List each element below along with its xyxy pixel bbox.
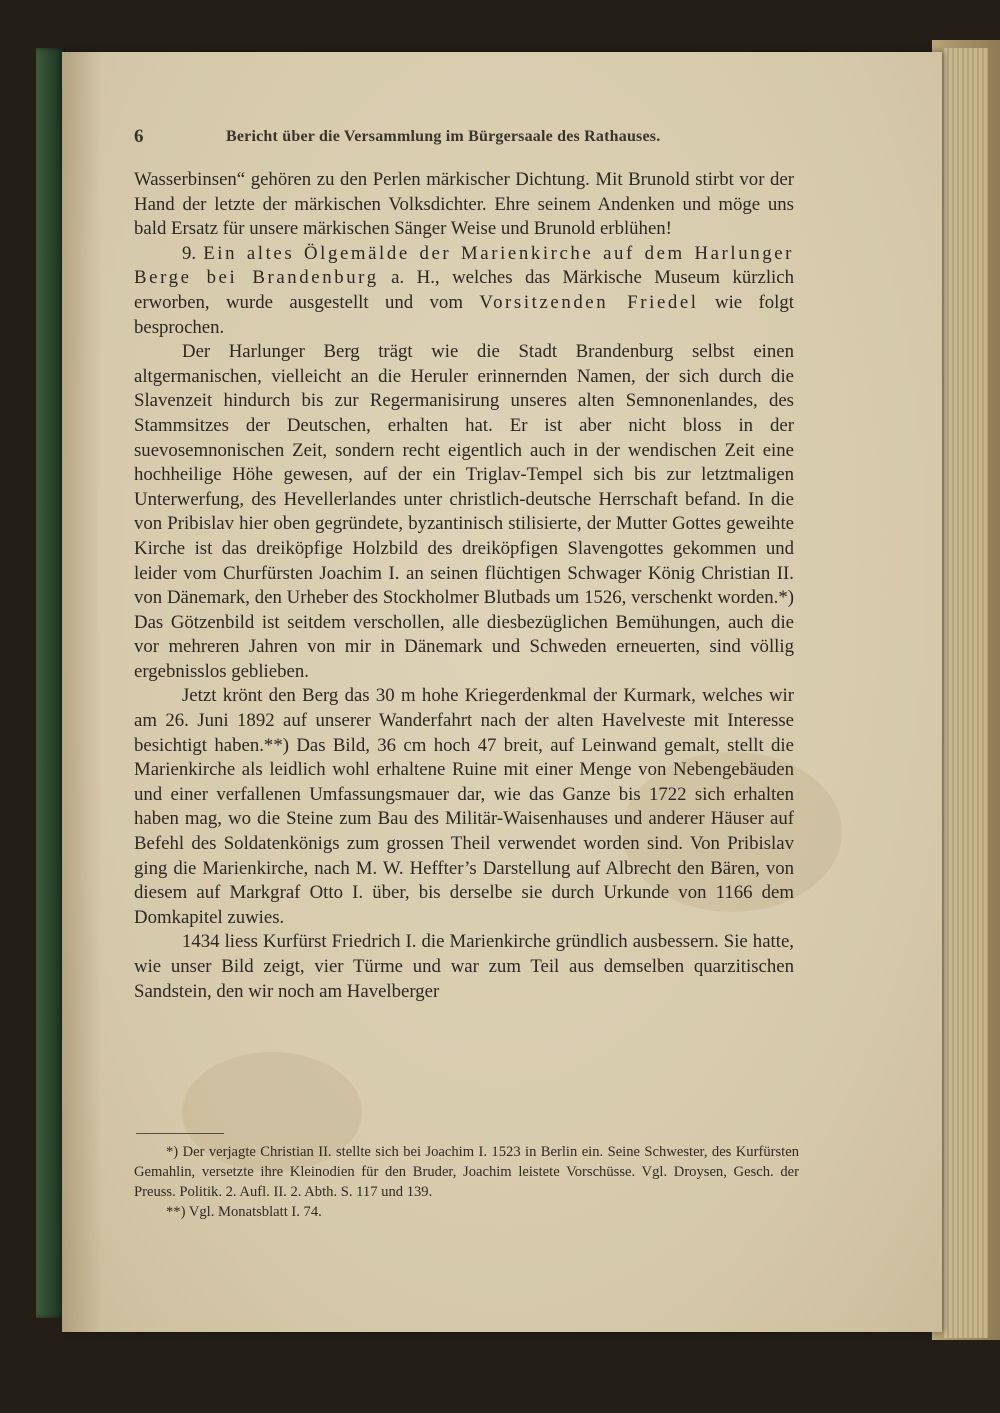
page-edges-right (944, 48, 988, 1338)
item-text-end: wie folgt besprochen. (134, 291, 794, 338)
footnote-rule (136, 1133, 224, 1134)
footnotes (134, 1142, 799, 1222)
paragraph: Der Harlunger Berg trägt wie die Stadt Brandenburg selbst einen altgermanischen, vielleicht an die Heruler erinnernden Namen, der sich durch die Slavenzeit hindurch bis zur Regermanisirung unseres alten Semnonenlandes, des Stammsitzes der Deutschen, erhalten hat. Er ist aber nicht bloss in der suevosemnonischen Zeit, sondern recht eigentlich auch in der wendischen Zeit eine hochheilige Höhe gewesen, auf der ein Triglav-Tempel sich bis zur letztmaligen Unterwerfung, des Hevellerlandes unter christlich-deutsche Herrschaft befand. In die von Pribislav hier oben gegründete, byzantinisch stilisierte, der Mutter Gottes geweihte Kirche ist das dreiköpfige Holzbild des dreiköpfigen Slavengottes gekommen und leider vom Churfürsten Joachim I. an seinen flüchtigen Schwager König Christian II. von Dänemark, den Urheber des Stockholmer Blutbads um 1526, verschenkt worden.*) Das Götzenbild ist seitdem verschollen, alle diesbezüglichen Bemühungen, auch die vor mehreren Jahren von mir in Dänemark und Schweden erneuerten, sind völlig ergebnisslos geblieben. (134, 341, 794, 682)
item-text: a. H., welches das Märkische Museum kürzlich erworben, wurde ausgestellt und vom (134, 267, 794, 313)
page-gutter-shadow (62, 52, 102, 1332)
paragraph-item-9 (134, 242, 794, 340)
main-text (134, 168, 794, 1004)
chairman-name: Vorsitzenden Friedel (479, 291, 699, 313)
footnote: **) Vgl. Monatsblatt I. 74. (166, 1204, 322, 1220)
page-number: 6 (134, 126, 144, 147)
paragraph: 1434 liess Kurfürst Friedrich I. die Marienkirche gründlich ausbessern. Sie hatte, wie unser Bild zeigt, vier Türme und war zum Teil aus demselben quarzitischen Sandstein, den wir noch am Havelberger (134, 931, 794, 1002)
item-number: 9. (182, 242, 197, 264)
paragraph: Wasserbinsen“ gehören zu den Perlen märkischer Dichtung. Mit Brunold stirbt vor der Hand der letzte der märkischen Volksdichter. Ehre seinem Andenken und möge uns bald Ersatz für unsere märkischen Sänger Weise und Brunold erblühen! (134, 169, 794, 240)
paragraph: Jetzt krönt den Berg das 30 m hohe Kriegerdenkmal der Kurmark, welches wir am 26. Juni 1892 auf unserer Wanderfahrt nach der alten Havelveste mit Interesse besichtigt haben.**) Das Bild, 36 cm hoch 47 breit, auf Leinwand gemalt, stellt die Marienkirche als leidlich wohl erhaltene Ruine mit einer Menge von Nebengebäuden und einer verfallenen Umfassungsmauer dar, wie das Ganze bis 1722 sich erhalten haben mag, wo die Steine zum Bau des Militär-Waisenhauses und anderer Häuser auf Befehl des Soldatenkönigs zum grossen Theil verwendet worden sind. Von Pribislav ging die Marienkirche, nach M. W. Heffter’s Darstellung auf Albrecht den Bären, von diesem auf Markgraf Otto I. über, bis derselbe sie durch Urkunde von 1166 dem Domkapitel zuwies. (134, 685, 794, 928)
running-title: Bericht über die Versammlung im Bürgersaale des Rathauses. (226, 128, 661, 145)
book-page (62, 52, 942, 1332)
item-title: Ein altes Ölgemälde der Marienkirche auf dem Harlunger Berge bei Brandenburg (134, 242, 794, 289)
footnote: *) Der verjagte Christian II. stellte sich bei Joachim I. 1523 in Berlin ein. Seine Schwester, des Kurfürsten Gemahlin, versetzte ihre Kleinodien für den Bruder, Joachim leistete Vorschüsse. Vgl. Droysen, Gesch. der Preuss. Politik. 2. Aufl. II. 2. Abth. S. 117 und 139. (134, 1144, 799, 1200)
